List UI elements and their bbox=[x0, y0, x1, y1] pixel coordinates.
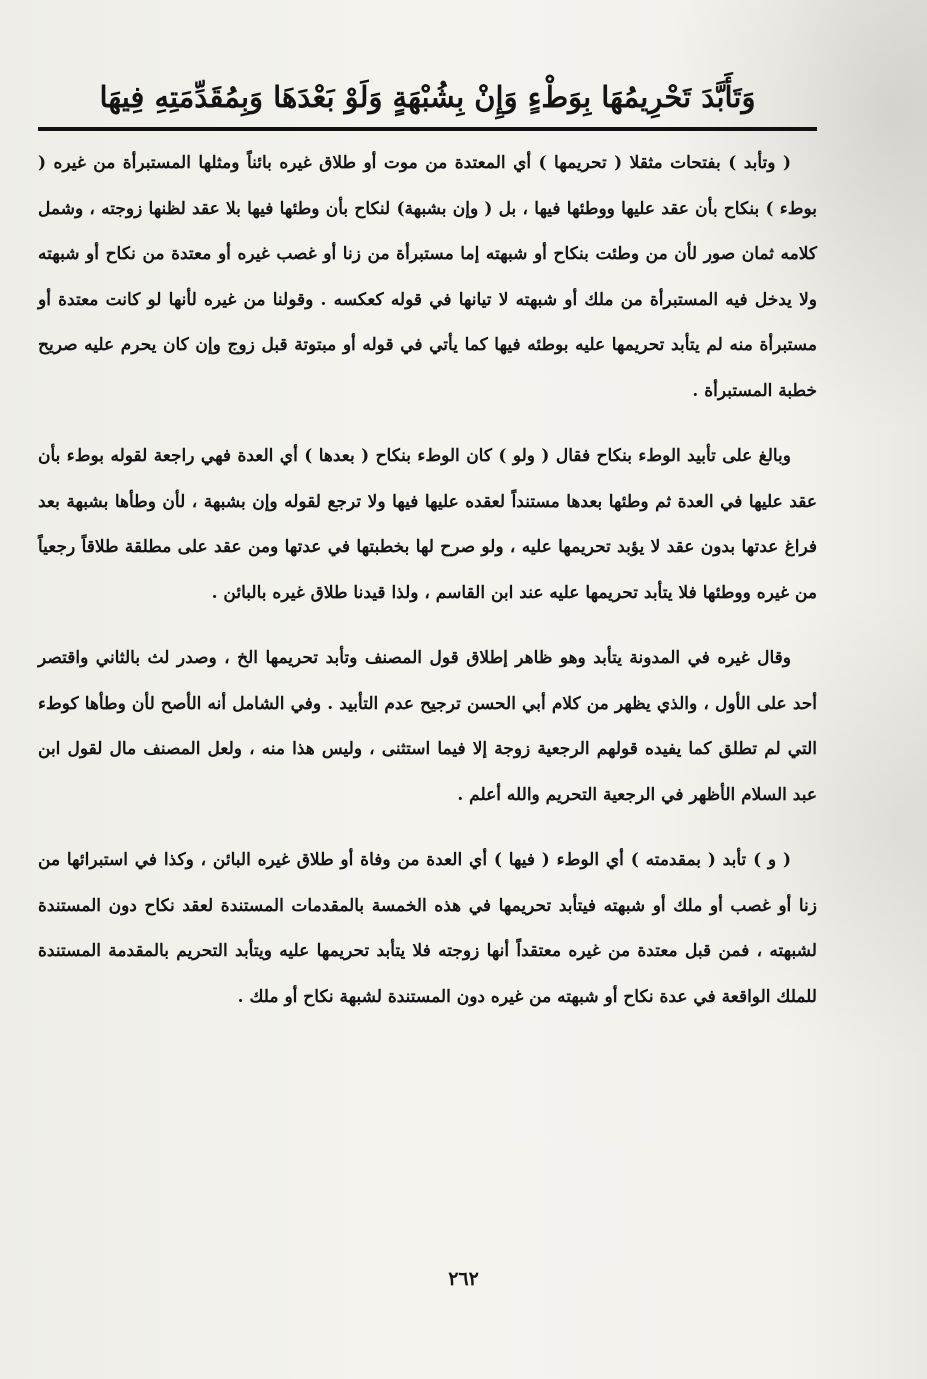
paragraph-3: وقال غيره في المدونة يتأبد وهو ظاهر إطلاق قول المصنف وتأبد تحريمها الخ ، وصدر لث بالثاني واقتصر أحد على الأول ، والذي يظهر من كلام أبي الحسن ترجيح عدم التأبيد . وفي الشامل أنه الأصح لأن وطأها كوطء التي لم تطلق كما يفيده قولهم الرجعية زوجة إلا فيما استثنى ، وليس هذا منه ، ولعل المصنف مال لقول ابن عبد السلام الأظهر في الرجعية التحريم والله أعلم . bbox=[38, 648, 817, 805]
paragraph-2: وبالغ على تأبيد الوطء بنكاح فقال ( ولو ) كان الوطء بنكاح ( بعدها ) أي العدة فهي راجعة لقوله بوطء بأن عقد عليها في العدة ثم وطئها بعدها مستنداً لعقده عليها فيها ولا ترجع لقوله وإن بشبهة ، لأن وطأها بشبهة بعد فراغ عدتها بدون عقد لا يؤبد تحريمها عليه ، ولو صرح لها بخطبتها في عدتها ومن عقد على مطلقة طلاقاً رجعياً من غيره ووطئها فلا يتأبد تحريمها عليه عند ابن القاسم ، ولذا قيدنا طلاق غيره بالبائن . bbox=[38, 446, 817, 603]
heading-rule bbox=[38, 127, 817, 131]
page-heading: وَتَأَبَّدَ تَحْرِيمُهَا بِوَطْءٍ وَإِنْ بِشُبْهَةٍ وَلَوْ بَعْدَهَا وَبِمُقَدِّمَتِهِ فِيهَا bbox=[99, 80, 756, 114]
page-number: ٢٦٢ bbox=[448, 1268, 479, 1290]
body-text bbox=[38, 141, 817, 1020]
paragraph-4: ( و ) تأبد ( بمقدمته ) أي الوطء ( فيها ) أي العدة من وفاة أو طلاق غيره البائن ، وكذا في استبرائها من زنا أو غصب أو ملك أو شبهته فيتأبد تحريمها في هذه الخمسة بالمقدمات المستندة لعقد نكاح دون المستندة لشبهته ، فمن قبل معتدة من غيره معتقداً أنها زوجته فلا يتأبد تحريمها عليه ويتأبد التحريم بالمقدمة المستندة للملك الواقعة في عدة نكاح أو شبهته من غيره دون المستندة لشبهة نكاح أو ملك . bbox=[38, 850, 817, 1007]
paragraph-1: ( وتأبد ) بفتحات مثقلا ( تحريمها ) أي المعتدة من موت أو طلاق غيره بائناً ومثلها المستبرأة من غيره ( بوطء ) بنكاح بأن عقد عليها ووطئها فيها ، بل ( وإن بشبهة) لنكاح بأن وطئها فيها بلا عقد لظنها زوجته ، وشمل كلامه ثمان صور لأن من وطئت بنكاح أو شبهته إما مستبرأة من زنا أو غصب غيره أو معتدة من نكاح أو شبهته ولا يدخل فيه المستبرأة من ملك أو شبهته لا تيانها في قوله كعكسه . وقولنا من غيره لأنها لو كانت معتدة أو مستبرأة منه لم يتأبد تحريمها عليه بوطئه فيها كما يأتي في قوله أو مبتوتة قبل زوج وإن كان يحرم عليه صريح خطبة المستبرأة . bbox=[38, 153, 817, 401]
